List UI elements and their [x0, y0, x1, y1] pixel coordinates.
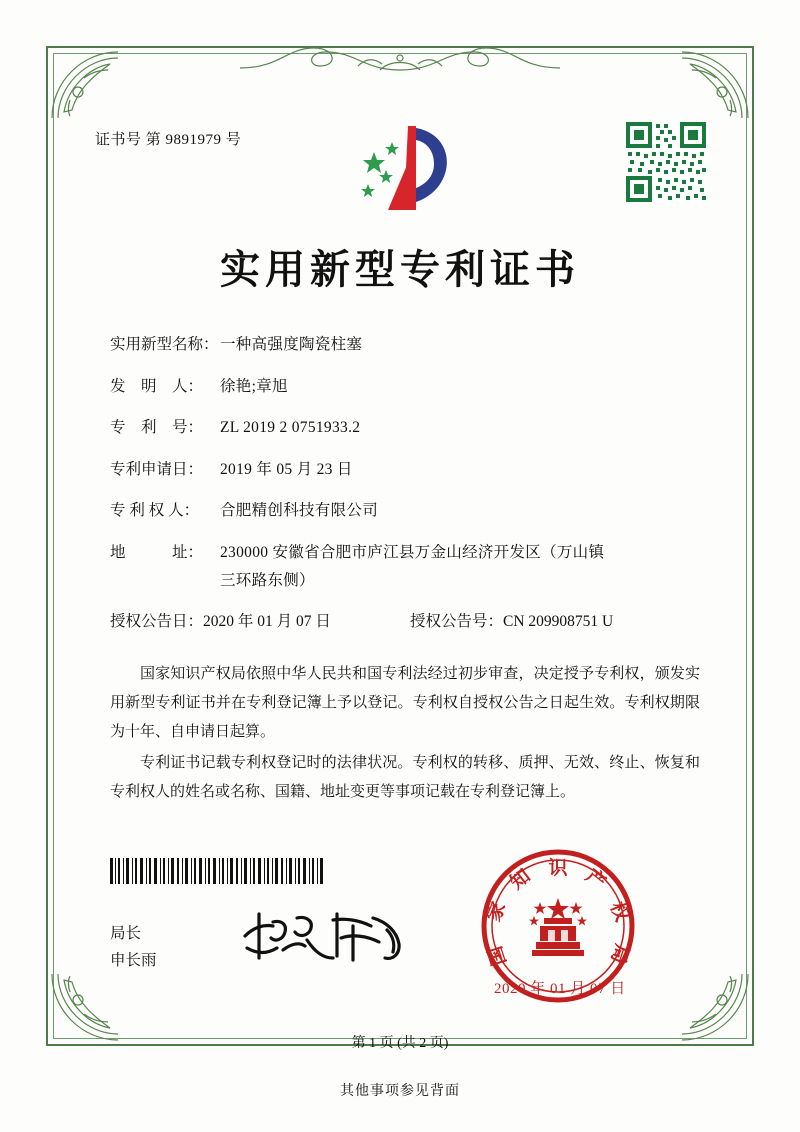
handwritten-signature-icon	[237, 900, 417, 972]
top-ornament-icon	[240, 42, 560, 76]
signature-title: 局长	[110, 925, 142, 942]
legal-text	[110, 660, 700, 809]
field-list	[110, 336, 700, 650]
back-side-note: 其他事项参见背面	[340, 1084, 460, 1099]
announcement-date	[110, 613, 410, 632]
announcement-number-label: 授权公告号：	[410, 613, 504, 631]
field-row	[110, 544, 700, 590]
field-label: 专 利 权 人：	[110, 502, 200, 520]
field-row	[110, 419, 700, 438]
svg-text:权: 权	[605, 899, 633, 925]
field-label: 专利申请日：	[110, 460, 204, 478]
field-row	[110, 461, 700, 480]
field-value: 徐艳;章旭	[220, 377, 288, 395]
signature-block	[110, 920, 157, 974]
field-label: 专 利 号：	[110, 419, 204, 437]
seal-date: 2020 年 01 月 07 日	[494, 981, 626, 997]
corner-ornament-icon	[678, 48, 752, 122]
address-line-2: 三环路东侧）	[220, 571, 315, 589]
announcement-number-value: CN 209908751 U	[503, 613, 614, 631]
qr-code-icon	[624, 120, 708, 204]
certificate-number-label: 证书号	[95, 132, 142, 148]
field-label: 地 址：	[110, 543, 204, 561]
cnipa-logo-icon	[348, 118, 458, 218]
grant-row	[110, 613, 700, 632]
svg-text:产: 产	[581, 865, 610, 894]
signature-name: 申长雨	[110, 952, 157, 969]
certificate-number	[95, 128, 241, 149]
field-label: 实用新型名称：	[110, 336, 219, 353]
address-line-1: 230000 安徽省合肥市庐江县万金山经济开发区（万山镇	[220, 543, 605, 561]
paragraph-2: 专利证书记载专利权登记时的法律状况。专利权的转移、质押、无效、终止、恢复和专利权人的姓名或名称、国籍、地址变更等事项记载在专利登记簿上。	[110, 755, 700, 800]
svg-text:国: 国	[484, 943, 511, 968]
announcement-date-value: 2020 年 01 月 07 日	[203, 613, 331, 631]
field-value	[220, 544, 700, 590]
corner-ornament-icon	[48, 48, 122, 122]
field-value: ZL 2019 2 0751933.2	[220, 419, 361, 437]
field-label: 发 明 人：	[110, 377, 204, 395]
page-indicator: 第 1 页 (共 2 页)	[351, 1036, 449, 1051]
field-row	[110, 378, 700, 397]
field-value: 一种高强度陶瓷柱塞	[220, 336, 363, 353]
svg-text:家: 家	[483, 899, 511, 925]
svg-text:知: 知	[506, 865, 535, 894]
announcement-date-label: 授权公告日：	[110, 613, 204, 631]
svg-text:识: 识	[548, 858, 568, 879]
barcode-icon	[110, 858, 325, 884]
field-value: 2019 年 05 月 23 日	[220, 460, 353, 478]
field-row	[110, 502, 700, 521]
page-title: 实用新型专利证书	[220, 246, 580, 293]
certificate-number-value: 第 9891979 号	[145, 132, 242, 148]
field-row	[110, 336, 700, 355]
paragraph-1: 国家知识产权局依照中华人民共和国专利法经过初步审查，决定授予专利权，颁发实用新型专利证书并在专利登记簿上予以登记。专利权自授权公告之日起生效。专利权期限为十年、自申请日起算。	[110, 666, 700, 740]
svg-text:局: 局	[606, 941, 633, 966]
announcement-number	[410, 613, 700, 632]
field-value: 合肥精创科技有限公司	[220, 502, 379, 520]
